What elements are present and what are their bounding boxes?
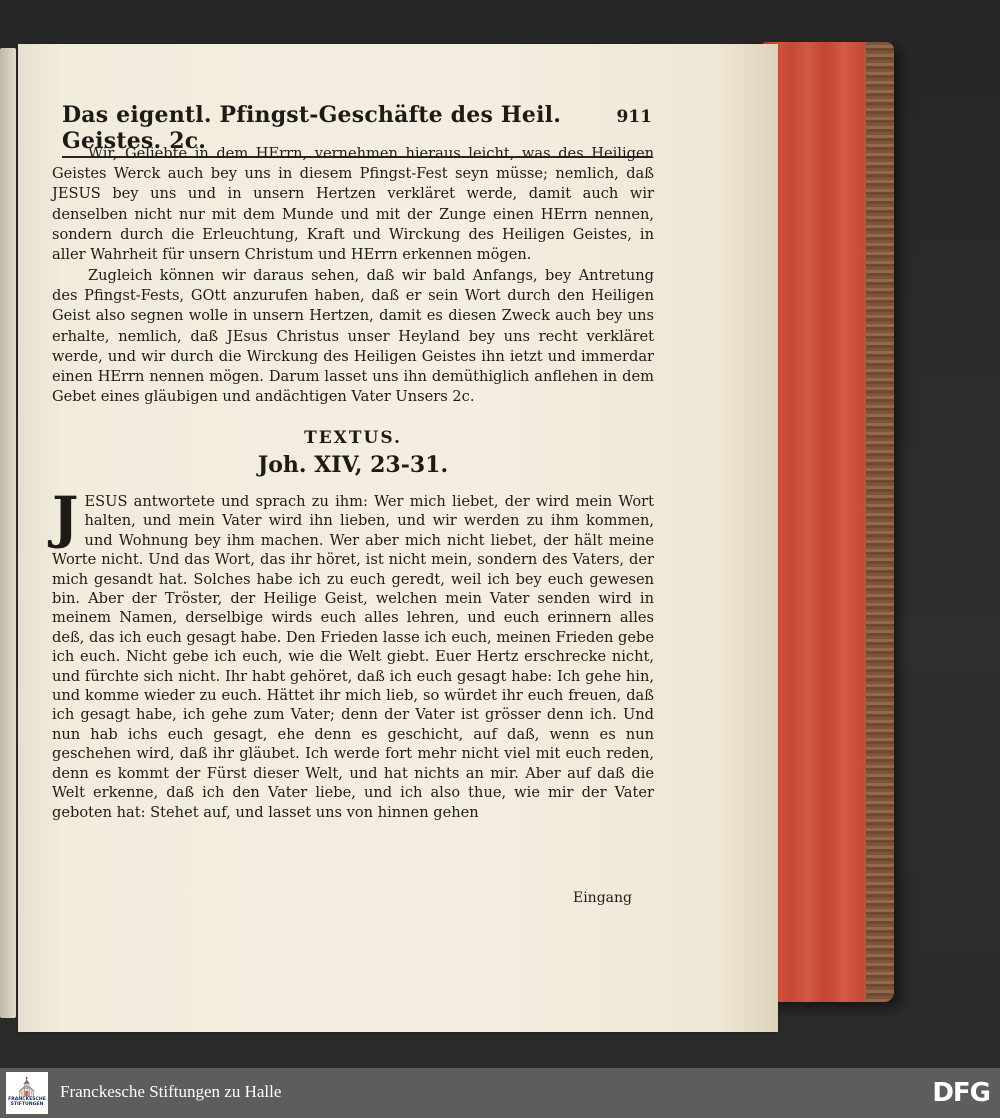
running-head-title: Das eigentl. Pfingst-Geschäfte des Heil. Geistes. 2c. — [62, 102, 562, 154]
paragraph-1: Wir, Geliebte in dem HErrn, vernehmen hieraus leicht, was des Heiligen Geistes Werck auch bey uns in diesem Pfingst-Fest seyn müsse; nemlich, daß JESUS bey uns und in unsern Hertzen verkläret werde, damit auch wir denselben nicht nur mit dem Munde und mit der Zunge einen HErrn nennen, sondern durch die Erleuchtung, Kraft und Wirckung des Heiligen Geistes, in aller Wahrheit für unsern Christum und HErrn erkennen mögen. — [52, 145, 654, 264]
scripture-reference: Joh. XIV, 23-31. — [257, 452, 449, 478]
scripture-body: ESUS antwortete und sprach zu ihm: Wer mich liebet, der wird mein Wort halten, und mein Vater wird ihn lieben, und wir werden zu ihm kommen, und Wohnung bey ihm machen. Wer aber mich nicht liebet, der hält meine Worte nicht. Und das Wort, das ihr höret, ist nicht mein, sondern des Vaters, der mich gesandt hat. Solches habe ich zu euch geredt, weil ich bey euch gewesen bin. Aber der Tröster, der Heilige Geist, welchen mein Vater senden wird in meinem Namen, derselbige wirds euch alles lehren, und euch erinnern alles deß, das ich euch gesagt habe. Den Frieden lasse ich euch, meinen Frieden gebe ich euch. Nicht gebe ich euch, wie die Welt giebt. Euer Hertz erschrecke nicht, und fürchte sich nicht. Ihr habt gehöret, daß ich euch gesagt habe: Ich gehe hin, und komme wieder zu euch. Hättet ihr mich lieb, so würdet ihr euch freuen, daß ich gesagt habe, ich gehe zum Vater; denn der Vater ist grösser denn ich. Und nun hab ichs euch gesagt, ehe denn es geschicht, auf daß, wenn es nun geschehen wird, daß ihr gläubet. Ich werde fort mehr nicht viel mit euch reden, denn es kommt der Fürst dieser Welt, und hat nichts an mir. Aber auf daß die Welt erkenne, daß ich den Vater liebe, und ich also thue, wie mir der Vater geboten hat: Stehet auf, und lasset uns von hinnen gehen — [52, 493, 654, 821]
institution-name[interactable]: Franckesche Stiftungen zu Halle — [60, 1082, 282, 1101]
book-page — [18, 44, 778, 1032]
catchword: Eingang — [572, 890, 632, 906]
facing-page-edge — [0, 48, 16, 1018]
textus-heading: TEXTUS. — [304, 428, 402, 448]
book-fore-edge — [762, 42, 894, 1002]
dfg-logo[interactable]: DFG — [932, 1078, 990, 1108]
logo-text: FRANCKESCHE STIFTUNGEN — [8, 1097, 46, 1107]
building-icon: ⛪ — [15, 1077, 39, 1098]
viewer-footer — [0, 1068, 1000, 1118]
page-number: 911 — [616, 107, 652, 127]
franckesche-logo[interactable] — [6, 1072, 48, 1114]
drop-cap: J — [52, 485, 79, 551]
paragraph-2: Zugleich können wir daraus sehen, daß wir bald Anfangs, bey Antretung des Pfingst-Fests, GOtt anzurufen haben, daß er sein Wort durch den Heiligen Geist also segnen wolle in unsern Hertzen, damit es diesen Zweck auch bey uns erhalte, nemlich, daß JEsus Christus unser Heyland bey uns recht verkläret werde, und wir durch die Wirckung des Heiligen Geistes ihn ietzt und immerdar einen HErrn nennen mögen. Darum lasset uns ihn demüthiglich anflehen in dem Gebet eines gläubigen und andächtigen Vater Unsers 2c. — [52, 267, 654, 406]
scripture-text — [52, 485, 654, 822]
book-cover-board — [866, 42, 894, 1002]
